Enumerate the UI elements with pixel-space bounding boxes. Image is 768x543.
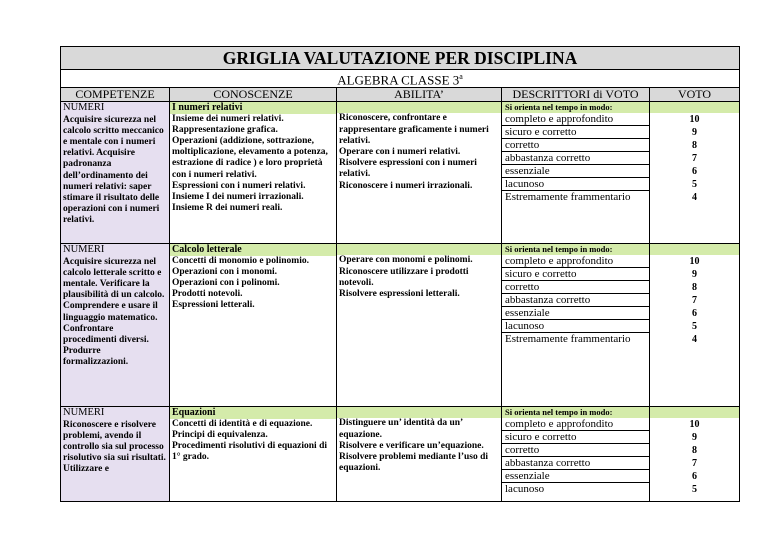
section-row bbox=[61, 244, 740, 407]
voto-cell bbox=[650, 244, 740, 407]
descrittore-item: sicuro e corretto bbox=[502, 126, 649, 139]
voto-value: 10 bbox=[689, 114, 700, 126]
voto-header-band bbox=[650, 102, 739, 113]
voto-value: 5 bbox=[692, 484, 697, 496]
descrittori-head: Si orienta nel tempo in modo: bbox=[502, 407, 649, 418]
conoscenze-title: I numeri relativi bbox=[170, 102, 336, 113]
descrittore-item: essenziale bbox=[502, 307, 649, 320]
descrittore-item: lacunoso bbox=[502, 178, 649, 191]
header-descrittori: DESCRITTORI di VOTO bbox=[502, 88, 650, 102]
descrittore-item: sicuro e corretto bbox=[502, 268, 649, 281]
voto-value: 9 bbox=[692, 432, 697, 444]
descrittore-item: lacunoso bbox=[502, 320, 649, 333]
conoscenze-line: Concetti di identità e di equazione. bbox=[172, 418, 313, 429]
conoscenze-line: Espressioni letterali. bbox=[172, 300, 255, 311]
subtitle-superscript: a bbox=[459, 72, 463, 81]
descrittore-item: corretto bbox=[502, 444, 649, 457]
voto-value: 8 bbox=[692, 140, 697, 152]
voto-value: 5 bbox=[692, 321, 697, 333]
descrittore-item: essenziale bbox=[502, 470, 649, 483]
competenze-label: NUMERI bbox=[63, 244, 105, 256]
voto-value: 8 bbox=[692, 445, 697, 457]
voto-value: 5 bbox=[692, 179, 697, 191]
conoscenze-cell bbox=[170, 102, 337, 244]
subtitle-text: ALGEBRA CLASSE 3 bbox=[337, 72, 460, 88]
voto-value: 9 bbox=[692, 269, 697, 281]
voto-value: 9 bbox=[692, 127, 697, 139]
descrittore-item: essenziale bbox=[502, 165, 649, 178]
descrittore-item: abbastanza corretto bbox=[502, 152, 649, 165]
descrittore-item: sicuro e corretto bbox=[502, 431, 649, 444]
conoscenze-line: Procedimenti risolutivi di equazioni di 1° grado. bbox=[172, 440, 327, 463]
descrittori-cell bbox=[502, 244, 650, 407]
abilita-line: Riconoscere, confrontare e rappresentare graficamente i numeri relativi. bbox=[339, 113, 489, 146]
abilita-line: Distinguere un’ identità da un’ equazione. bbox=[339, 418, 463, 440]
descrittore-item: corretto bbox=[502, 139, 649, 152]
abilita-line: Operare con i numeri relativi. bbox=[339, 146, 461, 157]
voto-value: 6 bbox=[692, 471, 697, 483]
descrittori-head: Si orienta nel tempo in modo: bbox=[502, 244, 649, 255]
conoscenze-line: Prodotti notevoli. bbox=[172, 289, 243, 300]
abilita-line: Riconoscere i numeri irrazionali. bbox=[339, 180, 473, 191]
conoscenze-line: Espressioni con i numeri relativi. bbox=[172, 180, 306, 191]
abilita-line: Riconoscere utilizzare i prodotti notevoli. bbox=[339, 266, 469, 288]
competenze-label: NUMERI bbox=[63, 102, 105, 114]
voto-value: 4 bbox=[692, 192, 697, 204]
conoscenze-title: Equazioni bbox=[170, 407, 336, 418]
conoscenze-title: Calcolo letterale bbox=[170, 244, 336, 255]
abilita-header-band bbox=[337, 244, 501, 255]
voto-cell bbox=[650, 407, 740, 502]
voto-header-band bbox=[650, 407, 739, 418]
descrittore-item: Estremamente frammentario bbox=[505, 333, 631, 346]
abilita-line: Risolvere problemi mediante l’uso di equazioni. bbox=[339, 451, 489, 474]
sections-body bbox=[61, 102, 740, 502]
conoscenze-line: Principi di equivalenza. bbox=[172, 429, 268, 440]
competenze-cell bbox=[61, 244, 170, 407]
descrittori-cell bbox=[502, 102, 650, 244]
voto-value: 6 bbox=[692, 308, 697, 320]
competenze-text: Acquisire sicurezza nel calcolo letterale scritto e mentale. Verificare la plausibilità di un calcolo. Comprendere e usare il linguaggio matematico. Confrontare procedimenti diversi. Produrre formalizzazioni. bbox=[63, 256, 165, 368]
descrittore-item: completo e approfondito bbox=[502, 418, 649, 431]
conoscenze-cell bbox=[170, 407, 337, 502]
abilita-line: Operare con monomi e polinomi. bbox=[339, 255, 473, 266]
conoscenze-line: Insieme R dei numeri reali. bbox=[172, 203, 283, 214]
abilita-line: Risolvere espressioni con i numeri relativi. bbox=[339, 158, 477, 180]
descrittori-head: Si orienta nel tempo in modo: bbox=[502, 102, 649, 113]
descrittore-item: Estremamente frammentario bbox=[505, 191, 631, 204]
voto-value: 10 bbox=[689, 419, 700, 431]
voto-value: 7 bbox=[692, 295, 697, 307]
competenze-text: Riconoscere e risolvere problemi, avendo il controllo sia sul processo risolutivo sia sui risultati. Utilizzare e bbox=[63, 419, 166, 475]
abilita-line: Risolvere espressioni letterali. bbox=[339, 288, 460, 299]
conoscenze-line: Operazioni con i polinomi. bbox=[172, 277, 280, 288]
competenze-text: Acquisire sicurezza nel calcolo scritto meccanico e mentale con i numeri relativi. Acquisire padronanza dell’ordinamento dei numeri relativi: saper stimare il risultato delle operazioni con i numeri relativi. bbox=[63, 114, 164, 226]
descrittore-item: completo e approfondito bbox=[502, 113, 649, 126]
voto-value: 8 bbox=[692, 282, 697, 294]
descrittore-item: completo e approfondito bbox=[502, 255, 649, 268]
conoscenze-line: Operazioni (addizione, sottrazione, moltiplicazione, elevamento a potenza, estrazione di radice ) e loro proprietà con i numeri relativi. bbox=[172, 135, 328, 180]
voto-value: 4 bbox=[692, 334, 697, 346]
voto-header-band bbox=[650, 244, 739, 255]
abilita-cell bbox=[337, 407, 502, 502]
header-abilita: ABILITA’ bbox=[337, 88, 502, 102]
descrittore-item: abbastanza corretto bbox=[502, 294, 649, 307]
voto-value: 7 bbox=[692, 153, 697, 165]
abilita-line: Risolvere e verificare un’equazione. bbox=[339, 440, 484, 451]
document-subtitle bbox=[61, 70, 740, 88]
descrittori-cell bbox=[502, 407, 650, 502]
competenze-label: NUMERI bbox=[63, 407, 105, 419]
competenze-cell bbox=[61, 407, 170, 502]
descrittore-item: lacunoso bbox=[505, 483, 545, 496]
conoscenze-line: Insieme dei numeri relativi. bbox=[172, 113, 284, 124]
conoscenze-line: Operazioni con i monomi. bbox=[172, 266, 278, 277]
header-competenze: COMPETENZE bbox=[61, 88, 170, 102]
evaluation-grid-sheet bbox=[60, 46, 739, 496]
conoscenze-line: Rappresentazione grafica. bbox=[172, 124, 278, 135]
voto-cell bbox=[650, 102, 740, 244]
abilita-header-band bbox=[337, 407, 501, 418]
header-voto: VOTO bbox=[650, 88, 740, 102]
voto-value: 10 bbox=[689, 256, 700, 268]
abilita-cell bbox=[337, 102, 502, 244]
abilita-header-band bbox=[337, 102, 501, 113]
conoscenze-line: Insieme I dei numeri irrazionali. bbox=[172, 191, 304, 202]
section-row bbox=[61, 407, 740, 502]
column-header-row bbox=[61, 88, 740, 102]
subtitle-row bbox=[61, 70, 740, 88]
section-row bbox=[61, 102, 740, 244]
abilita-cell bbox=[337, 244, 502, 407]
conoscenze-cell bbox=[170, 244, 337, 407]
document-title: GRIGLIA VALUTAZIONE PER DISCIPLINA bbox=[61, 47, 740, 70]
conoscenze-line: Concetti di monomio e polinomio. bbox=[172, 255, 309, 266]
descrittore-item: abbastanza corretto bbox=[502, 457, 649, 470]
evaluation-grid-table bbox=[60, 46, 740, 502]
descrittore-item: corretto bbox=[502, 281, 649, 294]
voto-value: 6 bbox=[692, 166, 697, 178]
competenze-cell bbox=[61, 102, 170, 244]
header-conoscenze: CONOSCENZE bbox=[170, 88, 337, 102]
title-row bbox=[61, 47, 740, 70]
voto-value: 7 bbox=[692, 458, 697, 470]
